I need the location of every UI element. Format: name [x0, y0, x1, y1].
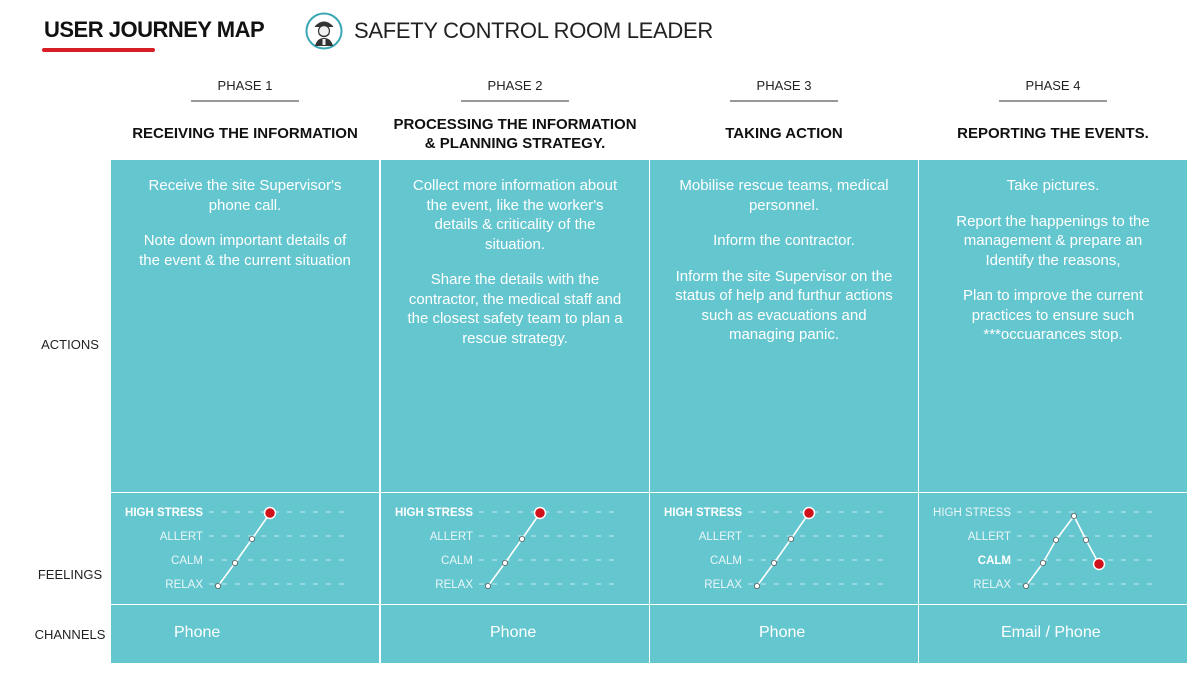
- feeling-point: [771, 560, 776, 565]
- feeling-line: [757, 513, 809, 586]
- feeling-level-label: ALLERT: [967, 531, 1011, 543]
- action-item: Inform the site Supervisor on the status of help and furthur actions such as evacuations and managing panic.: [675, 267, 893, 343]
- feeling-level-label: RELAX: [704, 579, 742, 591]
- feeling-marker: [804, 508, 815, 519]
- feeling-point: [1053, 537, 1058, 542]
- feeling-marker: [265, 508, 276, 519]
- row-label-feelings: FEELINGS: [37, 567, 103, 582]
- feeling-point: [249, 536, 254, 541]
- action-item: Take pictures.: [1006, 177, 1100, 194]
- action-item: Share the details with the contractor, the medical staff and the closest safety team to plan a rescue strategy.: [407, 271, 623, 347]
- phase-title-line: & PLANNING STRATEGY.: [424, 135, 606, 152]
- feeling-level-label: CALM: [977, 555, 1011, 567]
- channel-text: Phone: [490, 624, 537, 641]
- feeling-level-label: CALM: [171, 555, 203, 567]
- feeling-level-label: RELAX: [973, 579, 1011, 591]
- phase-label: PHASE 3: [756, 78, 812, 93]
- feeling-point: [502, 560, 507, 565]
- feeling-point: [1071, 513, 1076, 518]
- feeling-point: [1083, 537, 1088, 542]
- phase-title-line: PROCESSING THE INFORMATION: [393, 116, 637, 133]
- feeling-level-label: RELAX: [165, 579, 203, 591]
- feeling-line: [218, 513, 270, 586]
- feeling-level-label: HIGH STRESS: [125, 507, 203, 519]
- channel-text: Email / Phone: [1001, 624, 1101, 641]
- feeling-point: [485, 583, 490, 588]
- persona-name: SAFETY CONTROL ROOM LEADER: [354, 18, 713, 43]
- feeling-line: [488, 513, 540, 586]
- row-label-actions: ACTIONS: [41, 337, 99, 352]
- feeling-level-label: HIGH STRESS: [933, 507, 1011, 519]
- action-item: Plan to improve the current practices to ensure such ***occuarances stop.: [962, 287, 1144, 343]
- feeling-point: [519, 536, 524, 541]
- feeling-level-label: CALM: [710, 555, 742, 567]
- action-item: Inform the contractor.: [713, 232, 855, 249]
- action-item: Note down important details of the event & the current situation: [139, 232, 351, 269]
- feeling-marker: [1094, 559, 1105, 570]
- feeling-level-label: ALLERT: [698, 531, 742, 543]
- action-item: Receive the site Supervisor's phone call.: [148, 177, 342, 214]
- feeling-line: [1026, 516, 1099, 586]
- channel-text: Phone: [759, 624, 806, 641]
- phase-title-line: RECEIVING THE INFORMATION: [132, 125, 358, 142]
- feeling-point: [1023, 583, 1028, 588]
- feeling-point: [232, 560, 237, 565]
- feeling-level-label: CALM: [441, 555, 473, 567]
- feeling-marker: [535, 508, 546, 519]
- feeling-point: [215, 583, 220, 588]
- feeling-point: [788, 536, 793, 541]
- phase-label: PHASE 1: [217, 78, 273, 93]
- action-item: Collect more information about the event, like the worker's details & criticality of the situation.: [412, 177, 618, 253]
- feeling-level-label: ALLERT: [159, 531, 203, 543]
- action-item: Report the happenings to the management & prepare an Identify the reasons,: [956, 212, 1150, 269]
- page-title: USER JOURNEY MAP: [44, 17, 265, 42]
- phase-label: PHASE 2: [487, 78, 543, 93]
- row-label-channels: CHANNELS: [34, 627, 106, 642]
- feeling-level-label: ALLERT: [429, 531, 473, 543]
- feeling-point: [1040, 560, 1045, 565]
- feeling-point: [754, 583, 759, 588]
- channel-text: Phone: [174, 624, 221, 641]
- feeling-level-label: RELAX: [435, 579, 473, 591]
- phase-label: PHASE 4: [1025, 78, 1081, 93]
- feeling-level-label: HIGH STRESS: [664, 507, 742, 519]
- feeling-level-label: HIGH STRESS: [395, 507, 473, 519]
- phase-title-line: TAKING ACTION: [725, 125, 843, 142]
- phase-title-line: REPORTING THE EVENTS.: [957, 125, 1149, 142]
- action-item: Mobilise rescue teams, medical personnel.: [679, 177, 889, 214]
